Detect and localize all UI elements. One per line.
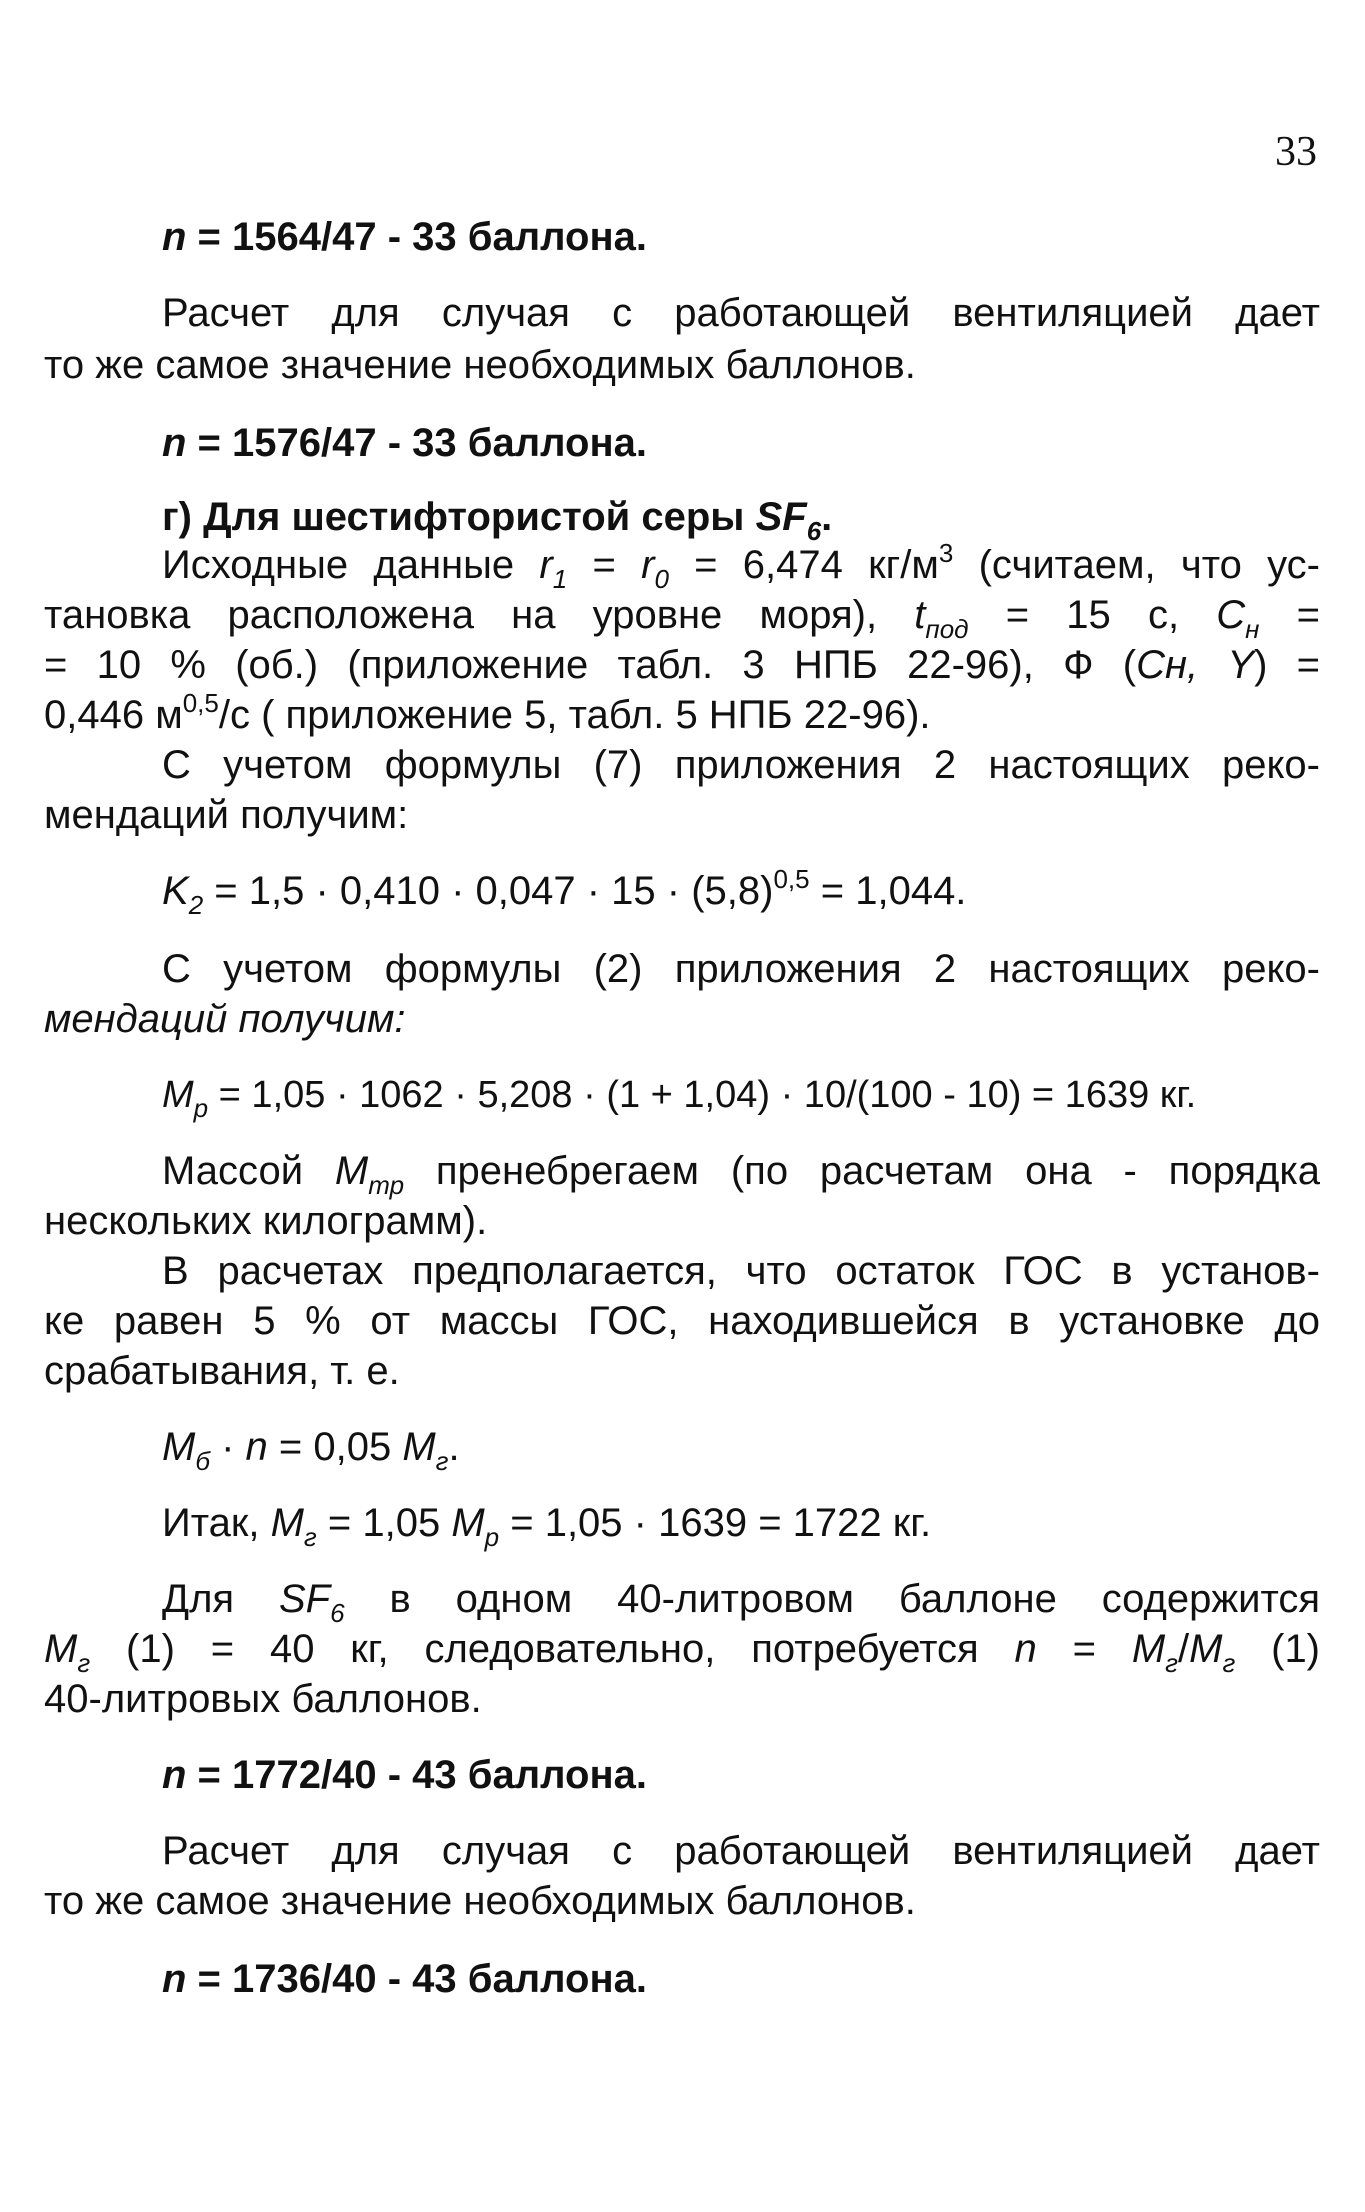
paragraph-line: Для $SF_6$ в одном 40-литровом баллоне содержится [162, 1577, 1320, 1628]
paragraph-line: С учетом формулы (2) приложения 2 настоящих реко- [162, 947, 1320, 991]
paragraph-line: Расчет для случая с работающей вентиляцией дает [162, 1829, 1320, 1873]
paragraph-line: = 10 % (об.) (приложение табл. 3 НПБ 22-96), Ф (Cн, Y) = [44, 643, 1321, 687]
formula-mp: $M_p = 1,05 \cdot 1062 \cdot 5,208 \cdot (1 + 1,04) \cdot 10/(100 - 10) = 1639$ кг. [162, 1074, 1197, 1123]
paragraph-line: $M_г$ (1) = 40 кг, следовательно, потребуется $n = M_г/M_г$ (1) [44, 1627, 1321, 1678]
paragraph-line: то же самое значение необходимых баллонов. [44, 343, 916, 387]
formula-k2: $K_2 = 1,5 \cdot 0,410 \cdot 0,047 \cdot 15 \cdot (5,8)^{0,5} = 1,044$. [162, 864, 967, 920]
page-number: 33 [1275, 129, 1317, 175]
result-line-2: n = 1576/47 - 33 баллона. [162, 421, 647, 465]
result-line-3: n = 1772/40 - 43 баллона. [162, 1753, 647, 1797]
paragraph-line: Исходные данные $r_1 = r_0 = 6,474$ $кг/м^3$ (считаем, что ус- [162, 538, 1321, 594]
paragraph-line: 0,446 $м^{0,5}/с$ ( приложение 5, табл. 5 НПБ 22-96). [44, 688, 931, 737]
formula-mg: Итак, $M_г = 1,05$ $M_p = 1,05 \cdot 1639 = 1722$ кг. [162, 1501, 932, 1552]
paragraph-line: 40-литровых баллонов. [44, 1677, 482, 1721]
paragraph-line: С учетом формулы (7) приложения 2 настоящих реко- [162, 743, 1320, 787]
paragraph-line: Массой $M_{тр}$ пренебрегаем (по расчетам она - порядка [162, 1149, 1321, 1200]
paragraph-line: В расчетах предполагается, что остаток ГОС в установ- [162, 1249, 1320, 1293]
paragraph-line: тановка расположена на уровне моря), $t_{под} = 15$ с, $C_н$ = [44, 593, 1320, 644]
paragraph-line: ке равен 5 % от массы ГОС, находившейся в установке до [44, 1299, 1320, 1343]
paragraph-line: то же самое значение необходимых баллонов. [44, 1879, 916, 1923]
result-line-1: n = 1564/47 - 33 баллона. [162, 215, 647, 259]
paragraph-line: срабатывания, т. е. [44, 1349, 400, 1393]
paragraph-line: мендаций получим: [44, 793, 409, 837]
formula-mb: $M_б \cdot n = 0,05$ $M_г$. [162, 1425, 460, 1476]
section-heading: г) Для шестифтористой серы $SF_6$. [162, 495, 833, 546]
paragraph-line: нескольких килограмм). [44, 1199, 488, 1243]
paragraph-line: мендаций получим: [44, 997, 406, 1041]
paragraph-line: Расчет для случая с работающей вентиляцией дает [162, 291, 1320, 335]
result-line-4: n = 1736/40 - 43 баллона. [162, 1957, 647, 2001]
